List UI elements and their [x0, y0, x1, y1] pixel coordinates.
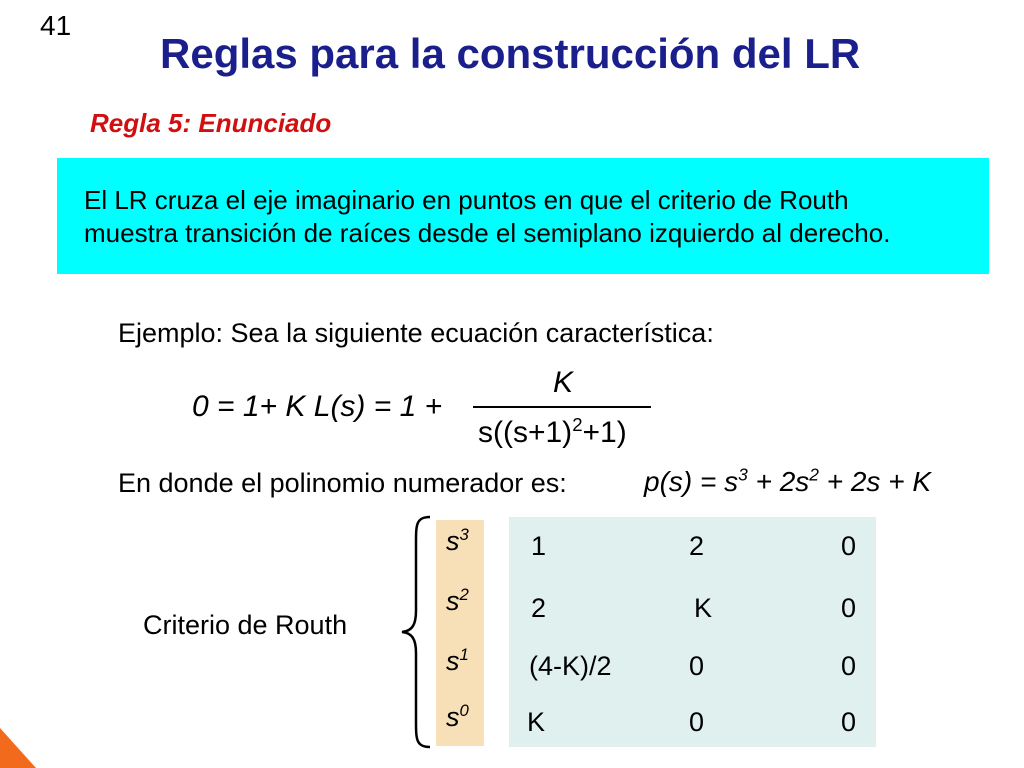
routh-cell: 0	[841, 651, 857, 681]
denominator-part-b: +1)	[582, 416, 627, 449]
routh-cell: 0	[841, 531, 857, 561]
routh-cell: 0	[689, 707, 705, 737]
equation-lhs: 0 = 1+ K L(s) = 1 +	[192, 390, 443, 423]
slide-number: 41	[40, 10, 72, 41]
curly-brace-icon	[398, 515, 434, 749]
routh-cell: K	[694, 593, 713, 623]
routh-table	[509, 517, 876, 747]
polynomial-expression	[644, 466, 931, 498]
fraction-denominator	[478, 413, 627, 450]
routh-cell: (4-K)/2	[529, 651, 612, 681]
poly-term-3: + 2s + K	[818, 466, 932, 497]
denominator-exponent: 2	[572, 413, 583, 435]
example-intro: Ejemplo: Sea la siguiente ecuación característica:	[118, 318, 714, 348]
polynomial-intro: En donde el polinomio numerador es:	[118, 468, 567, 498]
statement-line-2: muestra transición de raíces desde el semiplano izquierdo al derecho.	[84, 218, 891, 248]
routh-cell: 0	[841, 593, 857, 623]
routh-cell: 0	[689, 651, 705, 681]
power-s1: $s^1$	[446, 644, 469, 676]
power-s3: $s^3$	[446, 524, 469, 556]
fraction-numerator: K	[553, 366, 574, 399]
poly-exp-2: 2	[809, 464, 819, 485]
denominator-part-a: s((s+1)	[478, 416, 573, 449]
routh-cell: K	[527, 707, 546, 737]
power-s2: $s^2$	[446, 584, 469, 616]
fraction-bar	[473, 406, 651, 408]
routh-cell: 2	[531, 593, 547, 623]
poly-term-2: + 2s	[747, 466, 810, 497]
slide-title: Reglas para la construcción del LR	[160, 30, 861, 77]
power-s0: $s^0$	[446, 700, 469, 732]
routh-cell: 1	[531, 531, 547, 561]
routh-cell: 0	[841, 707, 857, 737]
statement-box	[57, 158, 989, 274]
poly-term-1: p(s) = s	[644, 466, 739, 497]
routh-cell: 2	[689, 531, 705, 561]
poly-exp-1: 3	[738, 464, 748, 485]
routh-label: Criterio de Routh	[143, 610, 348, 640]
statement-line-1: El LR cruza el eje imaginario en puntos en que el criterio de Routh	[84, 185, 849, 215]
rule-heading: Regla 5: Enunciado	[90, 108, 332, 138]
corner-decoration	[0, 728, 40, 768]
routh-powers-column	[436, 520, 484, 746]
